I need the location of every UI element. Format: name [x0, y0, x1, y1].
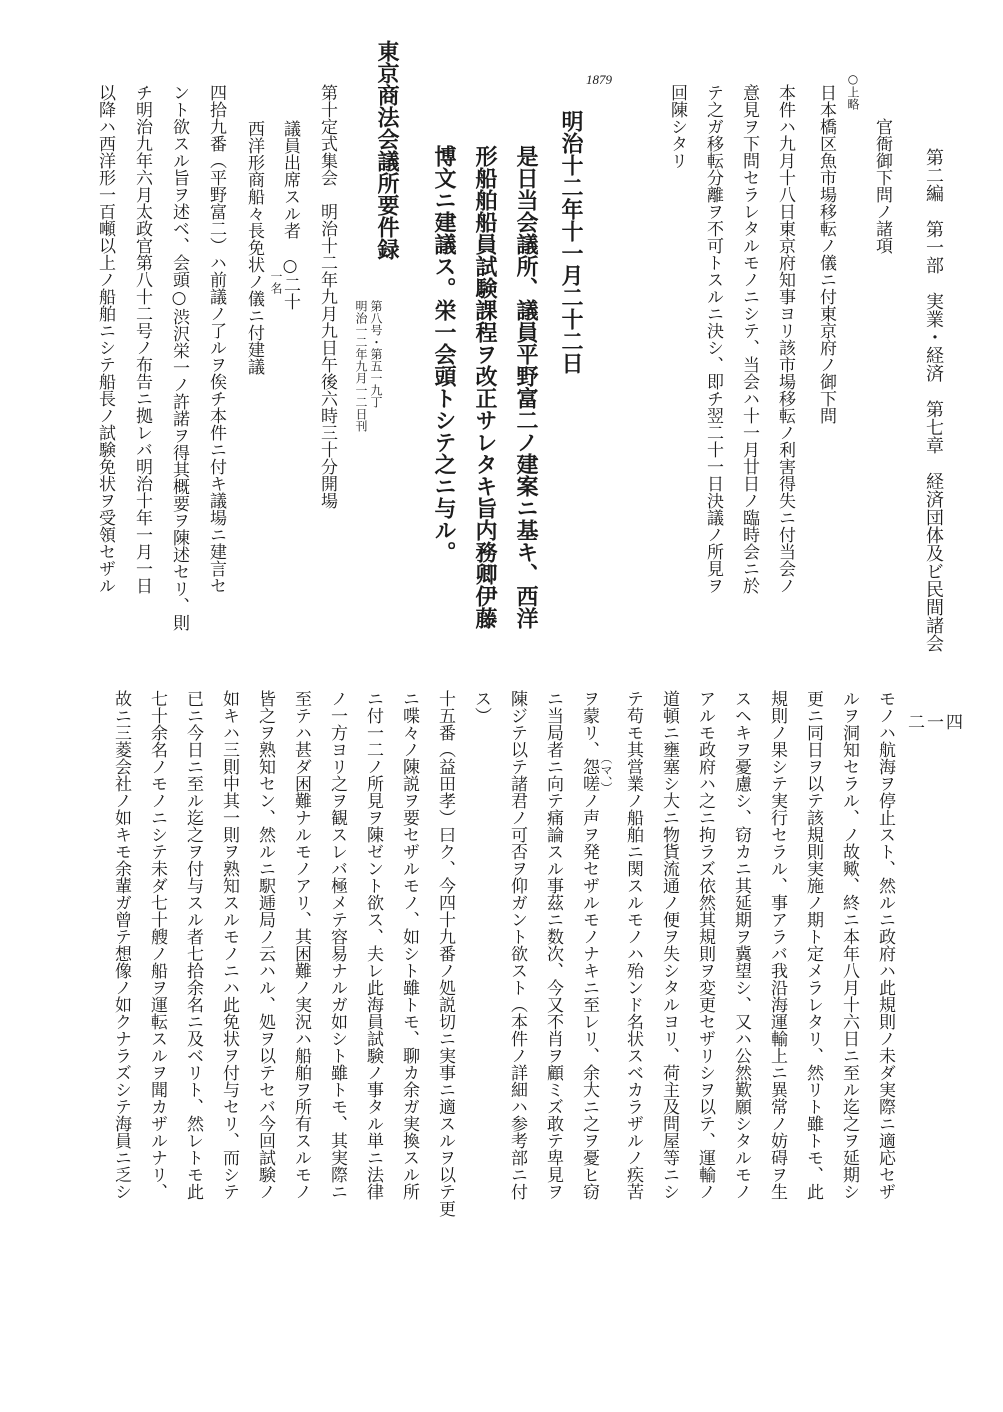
text-line: 至テハ甚ダ困難ナルモノアリ、其困難ノ実況ハ船舶ヲ所有スルモノ	[291, 690, 311, 1200]
text-line: スヘキヲ憂慮シ、窃カニ其延期ヲ冀望シ、又ハ公然歎願シタルモノ	[731, 690, 751, 1200]
text-line: ノ一方ヨリ之ヲ観スレバ極メテ容易ナルガ如シト雖トモ、其実際ニ	[327, 690, 347, 1200]
text-line: 故ニ三菱会社ノ如キモ余輩ガ曾テ想像ノ如クナラズシテ海員ニ乏シ	[111, 690, 131, 1200]
source-issue: 第八号・第五一九丁	[369, 300, 383, 408]
text-line: 更ニ同日ヲ以テ該規則実施ノ期ト定メラレタリ、然リト雖トモ、此	[803, 690, 823, 1200]
text-line: ニ喋々ノ陳説ヲ要セザルモノ、如シト雖トモ、聊カ余ガ実換スル所	[399, 690, 419, 1200]
text-line: 意見ヲ下問セラレタルモノニシテ、当会ハ十一月廿日ノ臨時会ニ於	[739, 84, 759, 594]
entry-summary: 形船舶船員試験課程ヲ改正サレタキ旨内務卿伊藤	[472, 145, 498, 629]
text-line: ヲ蒙リ、怨嗟ノ声ヲ発セザルモノナキニ至レリ、余大ニ之ヲ憂ヒ窃	[579, 690, 599, 1200]
text-line: ス）	[471, 690, 491, 724]
entry-date: 明治十二年十一月二十二日	[558, 110, 584, 374]
text-line: テ之ガ移転分離ヲ不可トスルニ決シ、即チ翌二十一日決議ノ所見ヲ	[703, 84, 723, 594]
text-line: 七十余名ノモノニシテ未ダ七十艘ノ船ヲ運転スルヲ聞カザルナリ、	[147, 690, 167, 1200]
page-number: 二一四	[908, 713, 965, 733]
text-line: チ明治九年六月太政官第八十二号ノ布告ニ拠レバ明治十年一月一日	[132, 84, 152, 594]
text-line: 如キハ三則中其一則ヲ熟知スルモノニハ此免状ヲ付与セリ、而シテ	[219, 690, 239, 1200]
text-line: 皆之ヲ熟知セン、然ルニ駅逓局ノ云ハル、処ヲ以テセバ今回試験ノ	[255, 690, 275, 1200]
attendance-line: 議員出席スル者 ○二十	[280, 120, 300, 310]
item-title: 日本橋区魚市場移転ノ儀ニ付東京府ノ御下問	[816, 84, 836, 424]
text-line: 以降ハ西洋形一百噸以上ノ船舶ニシテ船長ノ試験免状ヲ受領セザル	[95, 84, 115, 594]
text-line: テ苟モ其営業ノ船舶ニ関スルモノハ殆ンド名状スベカラザルノ疾苦	[623, 690, 643, 1200]
text-line: ニ当局者ニ向テ痛論スル事茲ニ数次、今又不肖ヲ顧ミズ敢テ卑見ヲ	[543, 690, 563, 1200]
text-line: モノハ航海ヲ停止スト、然ルニ政府ハ此規則ノ未ダ実際ニ適応セザ	[875, 690, 895, 1200]
omission-note: ○上略	[846, 72, 860, 110]
entry-summary: 是日当会議所、議員平野富二ノ建案ニ基キ、西洋	[513, 145, 539, 629]
running-header: 第二編 第一部 実業・経済 第七章 経済団体及ビ民間諸会	[923, 148, 944, 652]
text-line: ニ付一二ノ所見ヲ陳ゼント欲ス、夫レ此海員試験ノ事タル単ニ法律	[363, 690, 383, 1200]
text-line: 本件ハ九月十八日東京府知事ヨリ該市場移転ノ利害得失ニ付当会ノ	[775, 84, 795, 594]
text-line: 規則ノ果シテ実行セラル、事アラバ我沿海運輸上ニ異常ノ妨碍ヲ生	[767, 690, 787, 1200]
text-line: アルモ政府ハ之ニ拘ラズ依然其規則ヲ変更セザリシヲ以テ、運輸ノ	[695, 690, 715, 1200]
meeting-line: 第十定式集会 明治十二年九月九日午後六時三十分開場	[317, 84, 337, 509]
source-date: 明治一二年九月一二日刊	[354, 300, 368, 432]
text-line: 十五番（益田孝）曰ク、今四十九番ノ処説切ニ実事ニ適スルヲ以テ更	[435, 690, 455, 1217]
text-line: ルヲ洞知セラル、ノ故歟、終ニ本年八月十六日ニ至ル迄之ヲ延期シ	[839, 690, 859, 1200]
text-line: 陳ジテ以テ諸君ノ可否ヲ仰ガント欲スト（本件ノ詳細ハ参考部ニ付	[507, 690, 527, 1200]
text-line: 道頓ニ壅塞シ大ニ物貨流通ノ便ヲ失シタルヨリ、荷主及問屋等ニシ	[659, 690, 679, 1200]
sic-mark: （マ、）	[599, 752, 613, 794]
proposal-title: 西洋形商船々長免状ノ儀ニ付建議	[244, 120, 264, 375]
entry-summary: 博文ニ建議ス。栄一会頭トシテ之ニ与ル。	[431, 145, 457, 563]
text-line: 已ニ今日ニ至ル迄之ヲ付与スル者七拾余名ニ及ベリト、然レトモ此	[183, 690, 203, 1200]
section-heading: 官衙御下問ノ諸項	[872, 118, 892, 254]
attendance-count: 一名	[269, 270, 283, 294]
text-line: 四拾九番（平野富二）ハ前議ノ了ルヲ俟チ本件ニ付キ議場ニ建言セ	[206, 84, 226, 594]
source-title: 東京商法会議所要件録	[374, 40, 400, 260]
text-line: 回陳シタリ	[667, 84, 687, 169]
year-annotation: 1879	[586, 72, 612, 87]
text-line: ント欲スル旨ヲ述ベ、会頭○渋沢栄一ノ許諾ヲ得其概要ヲ陳述セリ、則	[169, 84, 189, 631]
